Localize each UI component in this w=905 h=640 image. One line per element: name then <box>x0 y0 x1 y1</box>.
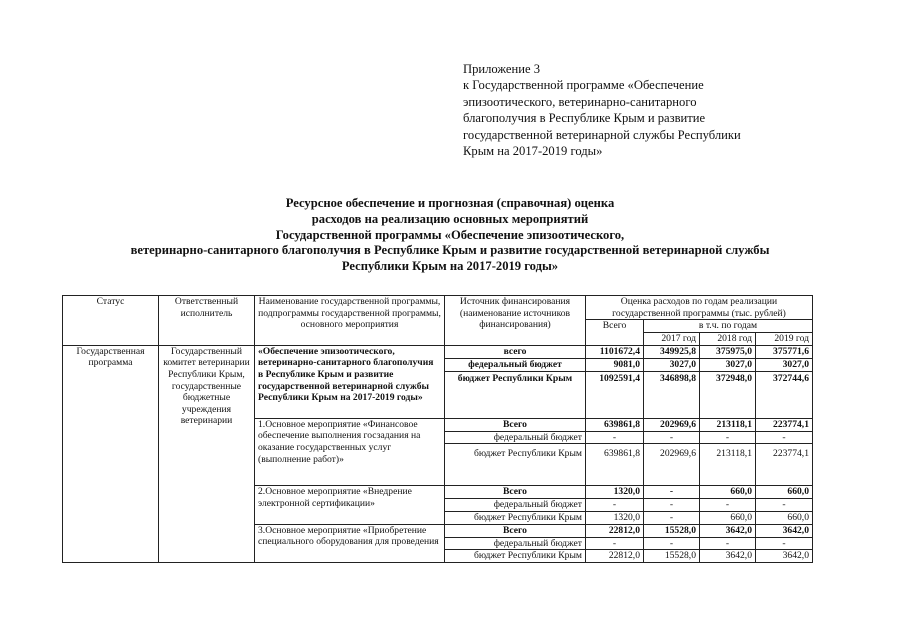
value-2019: 3642,0 <box>756 524 813 537</box>
header-incl: в т.ч. по годам <box>644 320 813 333</box>
header-2018: 2018 год <box>700 332 756 345</box>
source-cell: бюджет Республики Крым <box>445 550 586 563</box>
value-2017: - <box>644 486 700 499</box>
resource-table <box>62 295 813 563</box>
value-2019: 660,0 <box>756 486 813 499</box>
value-2019: 223774,1 <box>756 418 813 431</box>
value-2018: 3642,0 <box>700 550 756 563</box>
measure-name: 2.Основное мероприятие «Внедрение электронной сертификации» <box>255 486 445 524</box>
value-total: - <box>586 499 644 512</box>
value-2017: 346898,8 <box>644 371 700 418</box>
source-cell: бюджет Республики Крым <box>445 444 586 486</box>
value-2018: 213118,1 <box>700 418 756 431</box>
title-line: расходов на реализацию основных мероприятий <box>311 211 589 226</box>
source-cell: Всего <box>445 524 586 537</box>
appendix-header <box>463 61 843 159</box>
source-cell: бюджет Республики Крым <box>445 511 586 524</box>
source-cell: федеральный бюджет <box>445 431 586 444</box>
value-2017: - <box>644 537 700 550</box>
value-2017: 202969,6 <box>644 418 700 431</box>
value-total: 639861,8 <box>586 418 644 431</box>
appendix-line: к Государственной программе «Обеспечение <box>463 78 704 93</box>
value-2017: - <box>644 499 700 512</box>
measure-name: 3.Основное мероприятие «Приобретение специального оборудования для проведения <box>255 524 445 562</box>
value-total: - <box>586 431 644 444</box>
title-line: Государственной программы «Обеспечение эпизоотического, <box>275 227 625 242</box>
value-total: 1092591,4 <box>586 371 644 418</box>
source-cell: Всего <box>445 486 586 499</box>
value-2019: 223774,1 <box>756 444 813 486</box>
value-total: 1320,0 <box>586 511 644 524</box>
appendix-line: благополучия в Республике Крым и развитие <box>463 111 706 126</box>
value-total: 22812,0 <box>586 550 644 563</box>
title-line: Республики Крым на 2017-2019 годы» <box>341 259 559 274</box>
value-2018: 660,0 <box>700 486 756 499</box>
program-name: «Обеспечение эпизоотического, ветеринарно-санитарного благополучия в Республике Крым и развитие государственной ветеринарной службы Республики Крым на 2017-2019 годы» <box>255 345 445 418</box>
source-cell: федеральный бюджет <box>445 537 586 550</box>
title-line: ветеринарно-санитарного благополучия в Республике Крым и развитие государственной ветеринарной службы <box>130 243 770 258</box>
value-2019: 3027,0 <box>756 358 813 371</box>
source-cell: федеральный бюджет <box>445 358 586 371</box>
appendix-line: Крым на 2017-2019 годы» <box>463 144 603 159</box>
value-2017: 3027,0 <box>644 358 700 371</box>
value-total: 22812,0 <box>586 524 644 537</box>
table-row <box>63 345 813 358</box>
document-title <box>40 196 860 275</box>
value-2018: 3642,0 <box>700 524 756 537</box>
value-2018: - <box>700 499 756 512</box>
status-cell: Государственная программа <box>63 345 159 562</box>
value-2019: - <box>756 499 813 512</box>
header-2017: 2017 год <box>644 332 700 345</box>
value-2018: 213118,1 <box>700 444 756 486</box>
value-2018: 375975,0 <box>700 345 756 358</box>
value-2017: 202969,6 <box>644 444 700 486</box>
value-2018: - <box>700 431 756 444</box>
value-2019: 660,0 <box>756 511 813 524</box>
header-name: Наименование государственной программы, подпрограммы государственной программы, основного мероприятия <box>255 296 445 346</box>
value-2017: 349925,8 <box>644 345 700 358</box>
value-2019: 375771,6 <box>756 345 813 358</box>
value-2017: 15528,0 <box>644 550 700 563</box>
executor-cell: Государственный комитет ветеринарии Республики Крым, государственные бюджетные учреждения ветеринарии <box>159 345 255 562</box>
source-cell: бюджет Республики Крым <box>445 371 586 418</box>
header-estimate: Оценка расходов по годам реализации государственной программы (тыс. рублей) <box>586 296 813 320</box>
value-2019: 372744,6 <box>756 371 813 418</box>
appendix-line: Приложение 3 <box>463 62 541 76</box>
value-total: 1101672,4 <box>586 345 644 358</box>
value-2017: - <box>644 511 700 524</box>
header-executor: Ответственный исполнитель <box>159 296 255 346</box>
value-2018: 660,0 <box>700 511 756 524</box>
title-line: Ресурсное обеспечение и прогнозная (справочная) оценка <box>285 196 615 210</box>
header-source: Источник финансирования (наименование источников финансирования) <box>445 296 586 346</box>
value-2018: 372948,0 <box>700 371 756 418</box>
value-2017: 15528,0 <box>644 524 700 537</box>
appendix-line: государственной ветеринарной службы Республики <box>463 127 741 142</box>
value-2019: - <box>756 537 813 550</box>
source-cell: федеральный бюджет <box>445 499 586 512</box>
measure-name: 1.Основное мероприятие «Финансовое обеспечение выполнения госзадания на оказание государственных услуг (выполнение работ)» <box>255 418 445 486</box>
value-2018: 3027,0 <box>700 358 756 371</box>
value-total: 639861,8 <box>586 444 644 486</box>
value-total: 9081,0 <box>586 358 644 371</box>
value-total: 1320,0 <box>586 486 644 499</box>
source-cell: Всего <box>445 418 586 431</box>
value-2018: - <box>700 537 756 550</box>
header-2019: 2019 год <box>756 332 813 345</box>
value-total: - <box>586 537 644 550</box>
header-status: Статус <box>63 296 159 346</box>
source-cell: всего <box>445 345 586 358</box>
value-2019: 3642,0 <box>756 550 813 563</box>
appendix-line: эпизоотического, ветеринарно-санитарного <box>463 94 697 109</box>
value-2017: - <box>644 431 700 444</box>
value-2019: - <box>756 431 813 444</box>
header-total: Всего <box>586 320 644 346</box>
